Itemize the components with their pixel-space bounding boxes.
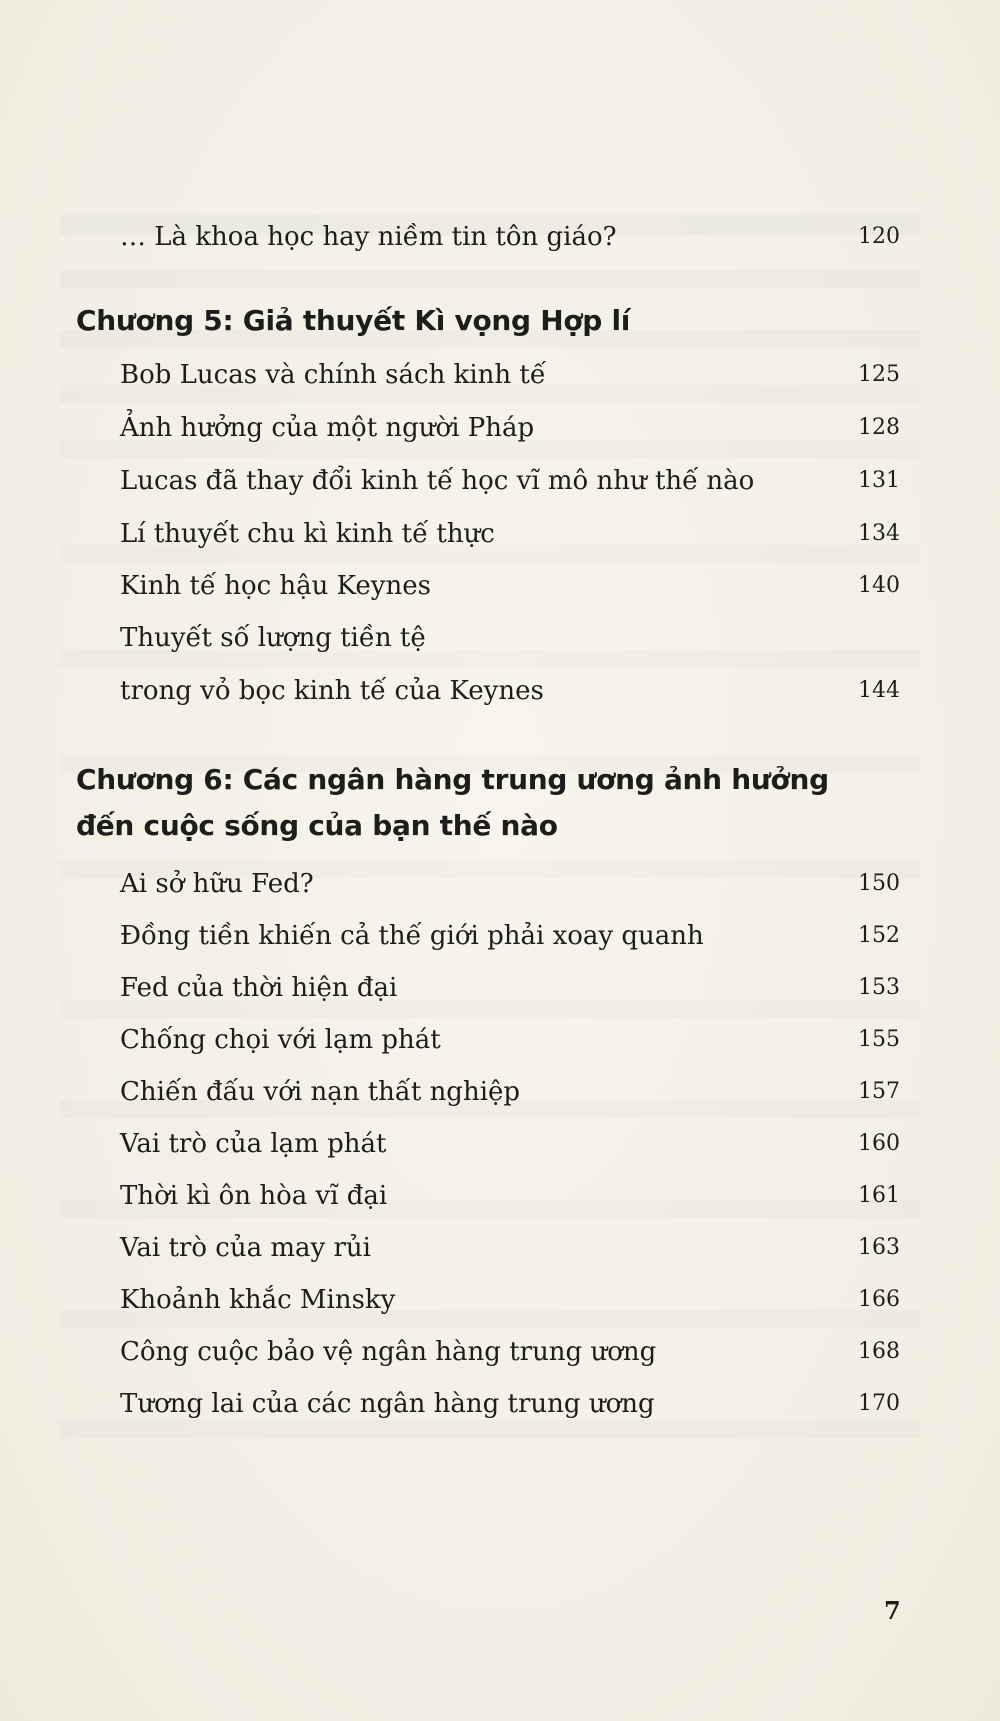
toc-entry	[120, 1332, 900, 1372]
entry-title: Lí thuyết chu kì kinh tế thực	[120, 519, 495, 549]
entry-title: Bob Lucas và chính sách kinh tế	[120, 360, 546, 390]
entry-page-number: 134	[858, 521, 900, 546]
toc-entry	[120, 1124, 900, 1164]
entry-title: Vai trò của may rủi	[120, 1233, 371, 1263]
toc-entry	[120, 671, 900, 711]
toc-entry	[120, 408, 900, 448]
entry-title: Công cuộc bảo vệ ngân hàng trung ương	[120, 1337, 657, 1367]
entry-title: Thời kì ôn hòa vĩ đại	[120, 1181, 388, 1211]
entry-title: Ảnh hưởng của một người Pháp	[120, 413, 535, 443]
entry-page-number: 128	[858, 415, 900, 440]
entry-page-number: 150	[858, 871, 900, 896]
entry-page-number: 168	[858, 1339, 900, 1364]
entry-title: Thuyết số lượng tiền tệ	[120, 623, 426, 653]
entry-title: Vai trò của lạm phát	[120, 1129, 387, 1159]
entry-page-number: 155	[858, 1027, 900, 1052]
toc-entry	[120, 1280, 900, 1320]
toc-entry	[120, 618, 900, 658]
entry-page-number: 170	[858, 1391, 900, 1416]
toc-entry	[120, 461, 900, 501]
entry-page-number: 140	[858, 573, 900, 598]
chapter-heading: Chương 5: Giả thuyết Kì vọng Hợp lí	[76, 304, 631, 337]
chapter-heading	[76, 757, 936, 849]
entry-page-number: 144	[858, 678, 900, 703]
entry-page-number: 163	[858, 1235, 900, 1260]
entry-title: Chống chọi với lạm phát	[120, 1025, 441, 1055]
toc-entry	[120, 566, 900, 606]
entry-page-number: 120	[858, 224, 900, 249]
chapter-heading-line: đến cuộc sống của bạn thế nào	[76, 809, 558, 842]
entry-title: Lucas đã thay đổi kinh tế học vĩ mô như thế nào	[120, 466, 755, 496]
toc-entry	[120, 1020, 900, 1060]
toc-entry	[120, 916, 900, 956]
toc-entry	[120, 864, 900, 904]
entry-page-number: 131	[858, 468, 900, 493]
entry-page-number: 125	[858, 362, 900, 387]
entry-title: Kinh tế học hậu Keynes	[120, 571, 431, 601]
entry-title: Đồng tiền khiến cả thế giới phải xoay quanh	[120, 921, 704, 951]
toc-entry	[120, 1228, 900, 1268]
page-number: 7	[884, 1596, 901, 1625]
entry-title: Fed của thời hiện đại	[120, 973, 398, 1003]
entry-title: trong vỏ bọc kinh tế của Keynes	[120, 676, 544, 706]
entry-page-number: 160	[858, 1131, 900, 1156]
toc-entry	[120, 1176, 900, 1216]
entry-title: Chiến đấu với nạn thất nghiệp	[120, 1077, 521, 1107]
entry-title: … Là khoa học hay niềm tin tôn giáo?	[120, 222, 617, 252]
toc-entry	[120, 968, 900, 1008]
toc-entry	[120, 1384, 900, 1424]
toc-entry	[120, 355, 900, 395]
entry-page-number: 153	[858, 975, 900, 1000]
toc-entry	[120, 217, 900, 257]
entry-title: Khoảnh khắc Minsky	[120, 1285, 396, 1315]
chapter-heading-line: Chương 6: Các ngân hàng trung ương ảnh hưởng	[76, 763, 829, 796]
entry-page-number: 161	[858, 1183, 900, 1208]
entry-page-number: 152	[858, 923, 900, 948]
entry-page-number: 157	[858, 1079, 900, 1104]
entry-title: Ai sở hữu Fed?	[120, 869, 314, 899]
toc-entry	[120, 1072, 900, 1112]
entry-title: Tương lai của các ngân hàng trung ương	[120, 1389, 655, 1419]
entry-page-number: 166	[858, 1287, 900, 1312]
toc-entry	[120, 514, 900, 554]
